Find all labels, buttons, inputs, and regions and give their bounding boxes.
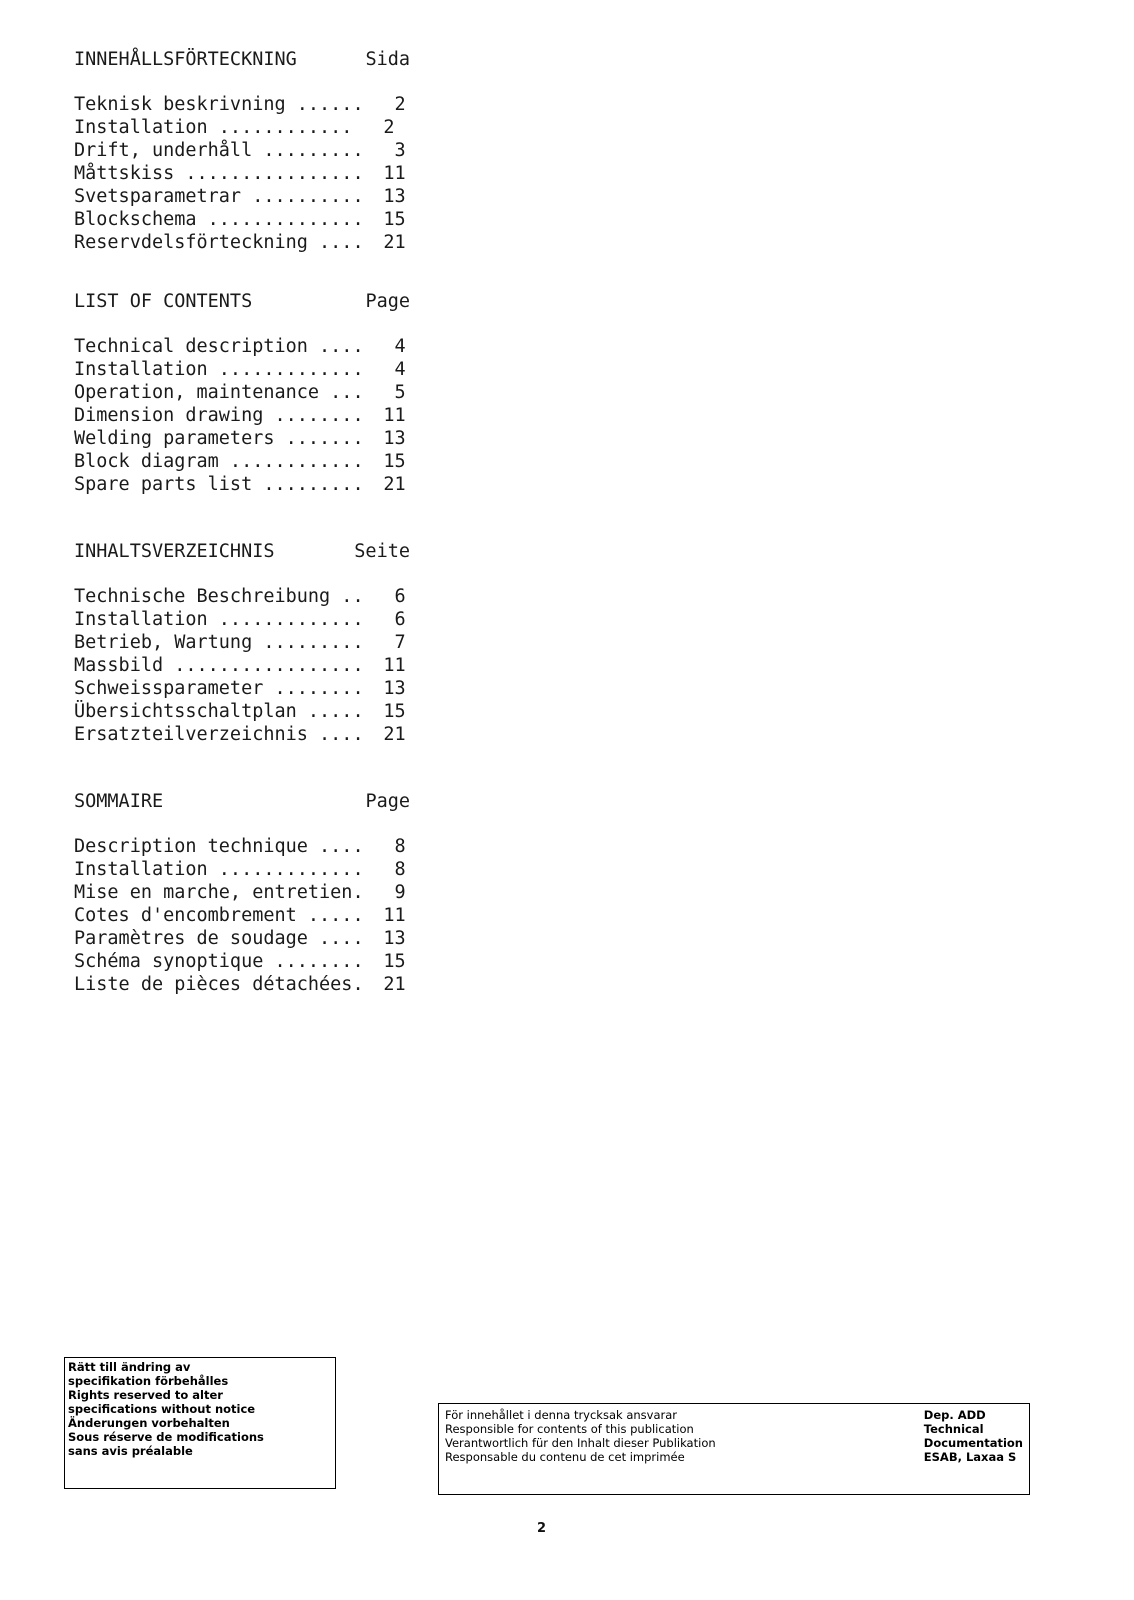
toc-entry-page: 2 (383, 117, 395, 138)
toc-entry (74, 93, 424, 116)
toc-section-german (74, 540, 424, 746)
toc-entry-page: 15 (383, 209, 406, 230)
toc-entry-label: Massbild ................. (74, 655, 364, 676)
department-text (924, 1408, 1023, 1494)
toc-entry-label: Block diagram ............ (74, 451, 364, 472)
toc-entry-label: Reservdelsförteckning .... (74, 232, 364, 253)
toc-entry (74, 185, 424, 208)
toc-title: LIST OF CONTENTS (74, 291, 253, 312)
toc-entry-label: Installation ............. (74, 609, 364, 630)
toc-page-label: Seite (354, 541, 410, 562)
toc-entry-label: Technical description .... (74, 336, 364, 357)
department-line: ESAB, Laxaa S (923, 1450, 1017, 1464)
toc-entry-label: Måttskiss ................ (74, 163, 364, 184)
toc-title: INHALTSVERZEICHNIS (74, 541, 275, 562)
toc-entry-page: 13 (383, 928, 406, 949)
toc-entry-page: 21 (383, 724, 406, 745)
toc-entry-label: Teknisk beskrivning ...... (74, 94, 364, 115)
toc-entry (74, 139, 424, 162)
department-line: Technical (923, 1422, 984, 1436)
toc-entry (74, 473, 424, 496)
toc-entry (74, 450, 424, 473)
toc-section-english (74, 290, 424, 496)
toc-entry-label: Description technique .... (74, 836, 364, 857)
toc-entry-label: Übersichtsschaltplan ..... (74, 701, 364, 722)
rights-line: Rätt till ändring av (68, 1360, 191, 1374)
toc-entry (74, 723, 424, 746)
toc-entry-label: Dimension drawing ........ (74, 405, 364, 426)
toc-entry (74, 585, 424, 608)
toc-entry-label: Spare parts list ......... (74, 474, 364, 495)
toc-entry-label: Liste de pièces détachées. (74, 974, 364, 995)
rights-line: Rights reserved to alter (68, 1388, 223, 1402)
toc-entry (74, 631, 424, 654)
toc-entry-label: Svetsparametrar .......... (74, 186, 364, 207)
toc-entry-page: 13 (383, 678, 406, 699)
toc-entry (74, 608, 424, 631)
toc-entry-page: 15 (383, 701, 406, 722)
responsible-line: För innehållet i denna trycksak ansvarar (445, 1408, 678, 1422)
toc-entry-label: Blockschema .............. (74, 209, 364, 230)
toc-header (74, 540, 424, 563)
toc-entry-label: Betrieb, Wartung ......... (74, 632, 364, 653)
toc-entry (74, 927, 424, 950)
responsible-line: Responsible for contents of this publication (445, 1422, 694, 1436)
toc-entry (74, 950, 424, 973)
toc-entry-page: 9 (394, 882, 406, 903)
rights-line: specifications without notice (68, 1402, 256, 1416)
toc-entry-page: 21 (383, 232, 406, 253)
toc-entry (74, 427, 424, 450)
toc-entry-page: 21 (383, 474, 406, 495)
toc-section-swedish (74, 48, 424, 254)
responsible-box (438, 1403, 1030, 1495)
toc-entry-page: 11 (383, 655, 406, 676)
toc-entry-label: Operation, maintenance ... (74, 382, 364, 403)
toc-entry-label: Cotes d'encombrement ..... (74, 905, 364, 926)
toc-entry-label: Installation ............. (74, 359, 364, 380)
toc-entry-page: 13 (383, 428, 406, 449)
toc-entry (74, 654, 424, 677)
toc-title: SOMMAIRE (74, 791, 164, 812)
toc-entry-page: 6 (394, 609, 406, 630)
responsible-line: Verantwortlich für den Inhalt dieser Publikation (445, 1436, 716, 1450)
rights-reserved-box (64, 1357, 336, 1489)
toc-entry-page: 21 (383, 974, 406, 995)
toc-entry-label: Mise en marche, entretien. (74, 882, 364, 903)
toc-entry (74, 835, 424, 858)
responsible-text (445, 1408, 716, 1494)
page-number: 2 (537, 1521, 547, 1536)
toc-entry-label: Schweissparameter ........ (74, 678, 364, 699)
toc-entry (74, 116, 424, 139)
toc-section-french (74, 790, 424, 996)
toc-entry (74, 381, 424, 404)
responsible-line: Responsable du contenu de cet imprimée (445, 1450, 685, 1464)
toc-entry-page: 11 (383, 405, 406, 426)
toc-entry (74, 858, 424, 881)
toc-entry (74, 208, 424, 231)
toc-entry-page: 4 (394, 359, 406, 380)
department-line: Documentation (923, 1436, 1023, 1450)
toc-entry-page: 8 (394, 836, 406, 857)
toc-entry-label: Welding parameters ....... (74, 428, 364, 449)
rights-line: Sous réserve de modifications (68, 1430, 264, 1444)
toc-title: INNEHÅLLSFÖRTECKNING (74, 49, 297, 70)
department-line: Dep. ADD (923, 1408, 986, 1422)
toc-entry-page: 4 (394, 336, 406, 357)
toc-entry-page: 11 (383, 905, 406, 926)
toc-entry-label: Installation ............. (74, 859, 364, 880)
toc-page-label: Page (365, 791, 410, 812)
toc-page-label: Page (365, 291, 410, 312)
toc-entry (74, 162, 424, 185)
toc-entry (74, 700, 424, 723)
toc-header (74, 790, 424, 813)
rights-line: Änderungen vorbehalten (68, 1416, 230, 1430)
toc-entry (74, 231, 424, 254)
toc-entry-label: Drift, underhåll ......... (74, 140, 364, 161)
rights-line: sans avis préalable (68, 1444, 193, 1458)
toc-page-label: Sida (365, 49, 410, 70)
toc-entry (74, 881, 424, 904)
toc-entry (74, 677, 424, 700)
toc-entry-page: 15 (383, 451, 406, 472)
toc-entry-page: 5 (394, 382, 406, 403)
toc-entry-label: Installation ............ (74, 117, 353, 138)
toc-entry-page: 15 (383, 951, 406, 972)
toc-entry-label: Ersatzteilverzeichnis .... (74, 724, 364, 745)
toc-entry-page: 8 (394, 859, 406, 880)
toc-entry-page: 6 (394, 586, 406, 607)
toc-header (74, 290, 424, 313)
toc-entry (74, 904, 424, 927)
toc-entry (74, 358, 424, 381)
toc-entry-page: 11 (383, 163, 406, 184)
toc-entry-label: Paramètres de soudage .... (74, 928, 364, 949)
toc-entry-page: 13 (383, 186, 406, 207)
toc-entry-page: 3 (394, 140, 406, 161)
toc-entry (74, 973, 424, 996)
toc-entry-label: Schéma synoptique ........ (74, 951, 364, 972)
toc-header (74, 48, 424, 71)
toc-entry-label: Technische Beschreibung .. (74, 586, 364, 607)
toc-entry (74, 335, 424, 358)
rights-line: specifikation förbehålles (68, 1374, 229, 1388)
toc-entry (74, 404, 424, 427)
toc-entry-page: 7 (394, 632, 406, 653)
toc-entry-page: 2 (394, 94, 406, 115)
